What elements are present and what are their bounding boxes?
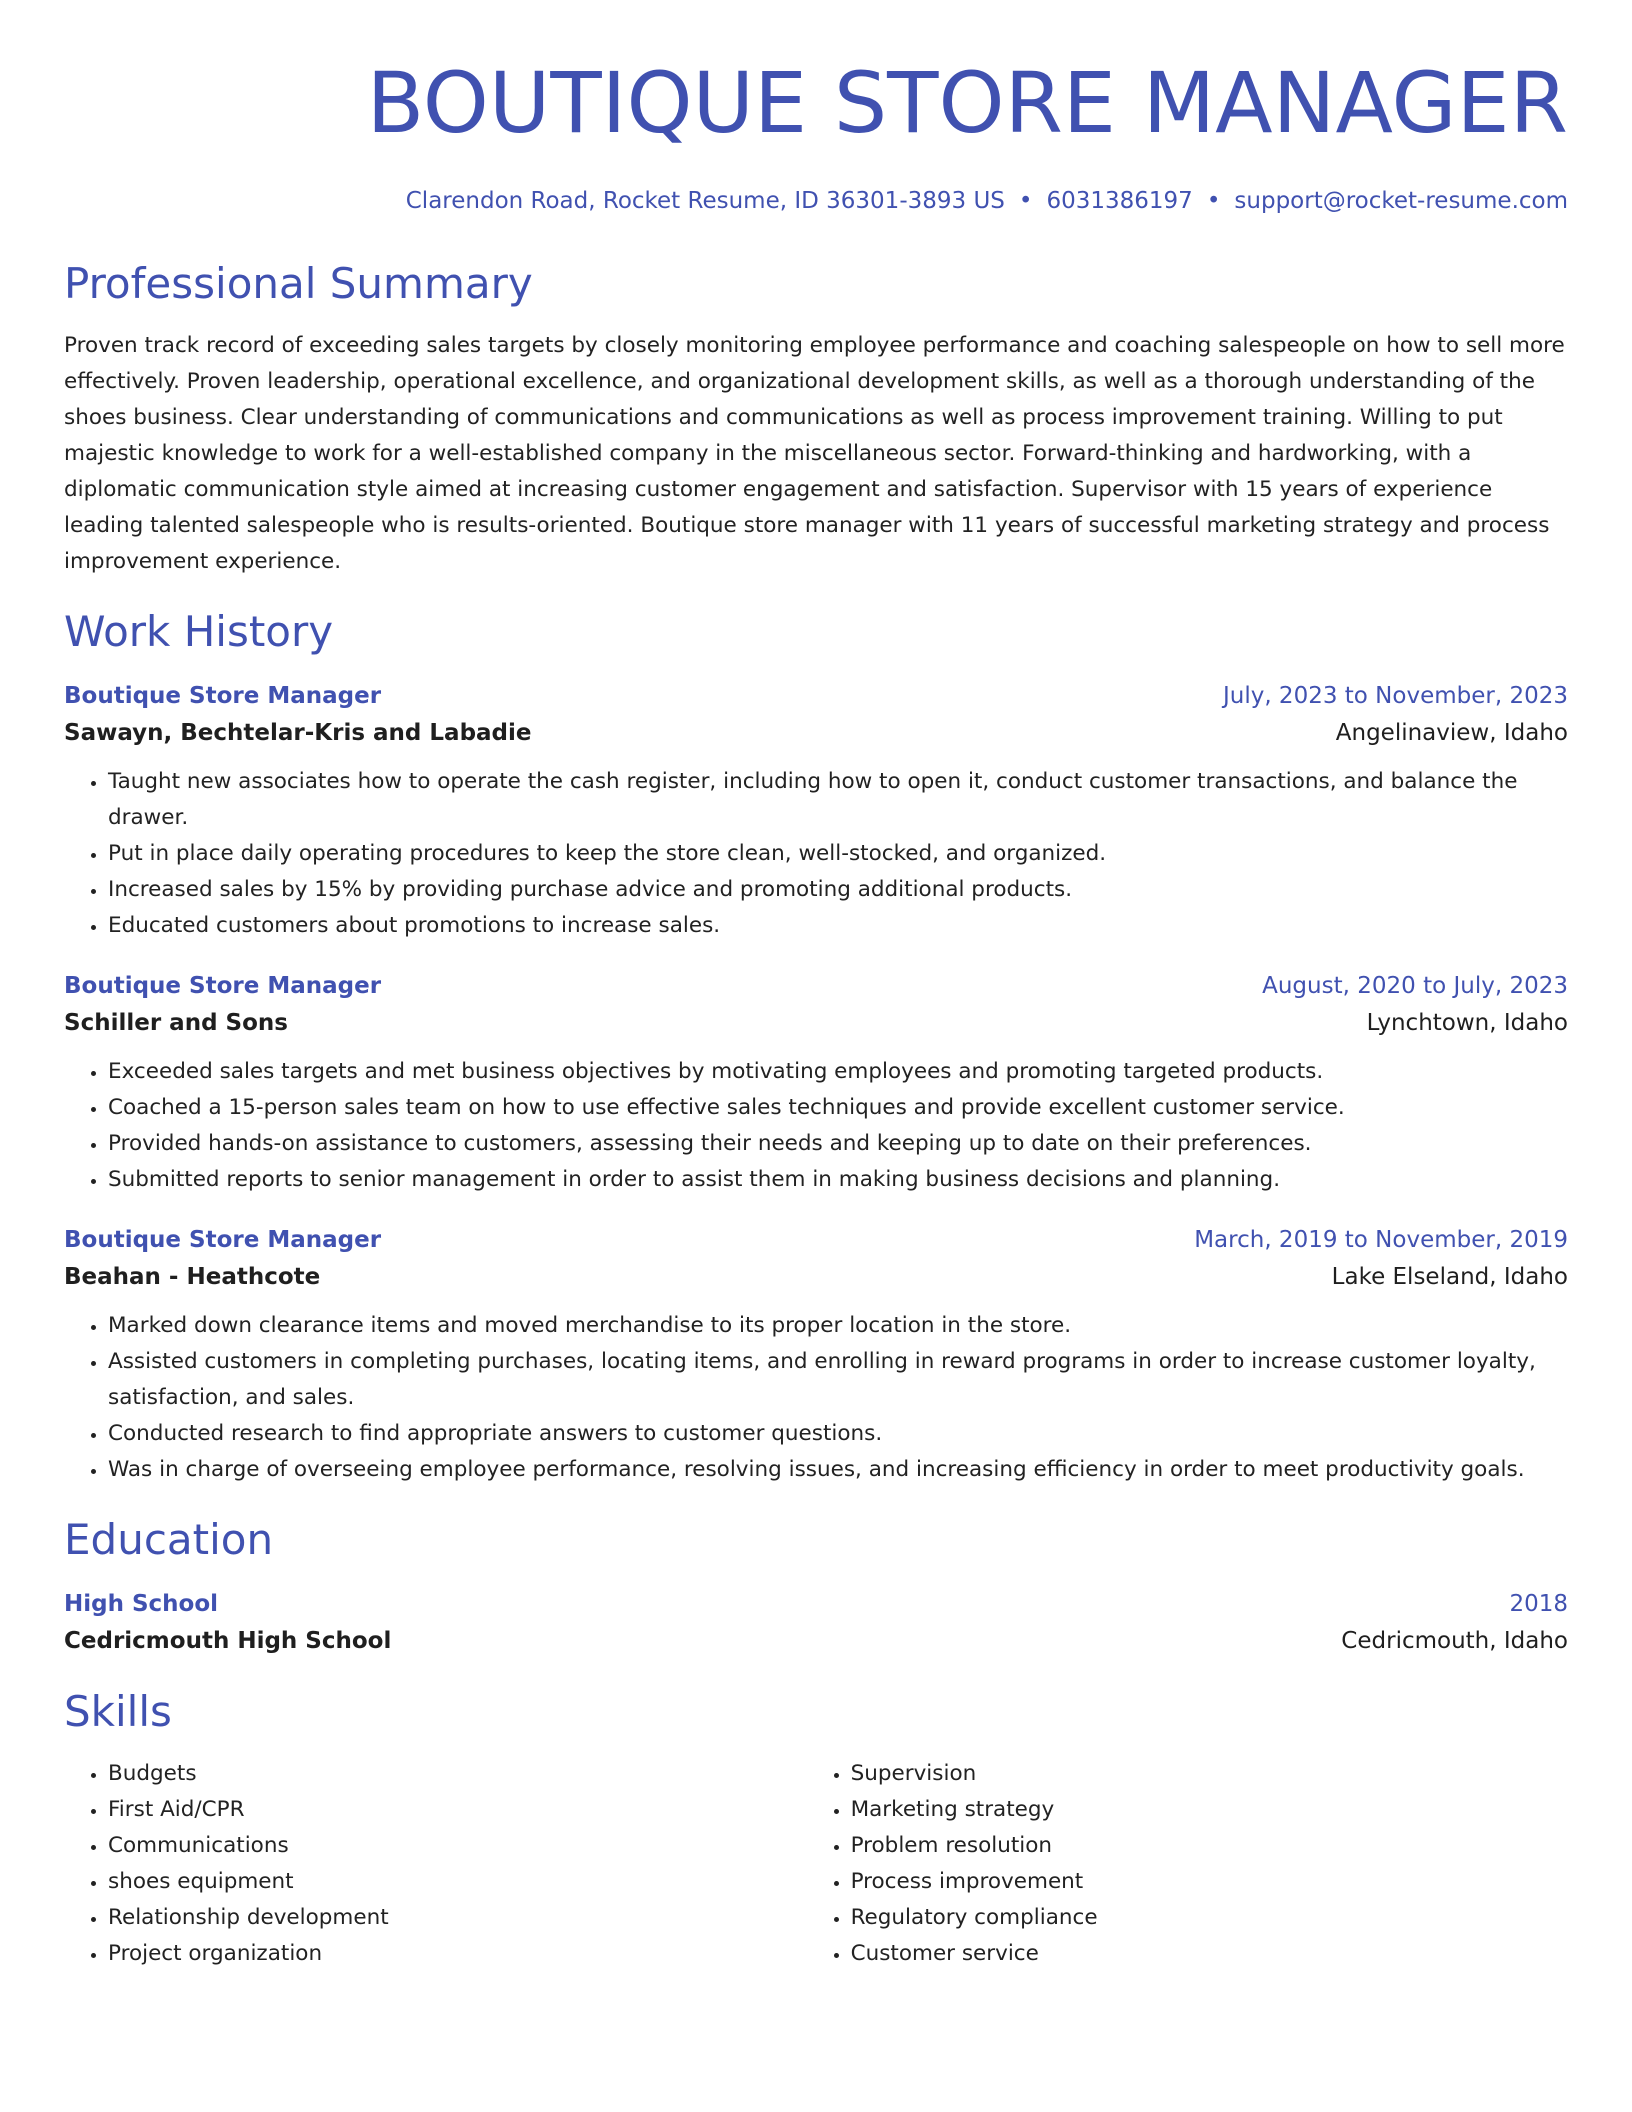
skill-item: • Process improvement [851,1864,1568,1900]
skills-list-right [807,1756,1568,1972]
job-bullet: • Conducted research to find appropriate answers to customer questions. [108,1416,1568,1452]
job-entry [64,1222,1568,1488]
skill-item: • Supervision [851,1756,1568,1792]
job-bullet: • Put in place daily operating procedures to keep the store clean, well-stocked, and organized. [108,836,1568,872]
job-bullets [64,764,1568,944]
skills-columns [64,1756,1568,1972]
skills-list-left [64,1756,807,1972]
job-role: Boutique Store Manager [64,1227,382,1253]
skill-item: • Marketing strategy [851,1792,1568,1828]
job-bullet: • Exceeded sales targets and met business objectives by motivating employees and promoting targeted products. [108,1054,1568,1090]
job-bullet: • Assisted customers in completing purchases, locating items, and enrolling in reward programs in order to increase customer loyalty, satisfaction, and sales. [108,1344,1568,1416]
contact-line [64,188,1568,214]
work-history-heading: Work History [64,607,334,656]
resume-title: BOUTIQUE STORE MANAGER [366,54,1568,152]
skill-item: • shoes equipment [108,1864,807,1900]
education-section [64,1514,1568,1660]
job-bullets [64,1054,1568,1198]
job-role: Boutique Store Manager [64,973,382,999]
skill-item: • Relationship development [108,1900,807,1936]
job-bullet: • Taught new associates how to operate the cash register, including how to open it, conduct customer transactions, and balance the drawer. [108,764,1568,836]
job-bullet: • Educated customers about promotions to increase sales. [108,908,1568,944]
contact-phone: 6031386197 [1046,188,1193,214]
skill-item: • Budgets [108,1756,807,1792]
job-bullet: • Was in charge of overseeing employee performance, resolving issues, and increasing efficiency in order to meet productivity goals. [108,1452,1568,1488]
job-bullet: • Coached a 15-person sales team on how to use effective sales techniques and provide excellent customer service. [108,1090,1568,1126]
education-year: 2018 [1509,1591,1568,1617]
job-bullet: • Submitted reports to senior management in order to assist them in making business decisions and planning. [108,1162,1568,1198]
job-dates: July, 2023 to November, 2023 [1222,683,1568,709]
contact-address: Clarendon Road, Rocket Resume, ID 36301-3893 US [405,188,1005,214]
job-role: Boutique Store Manager [64,683,382,709]
skill-item: • Customer service [851,1936,1568,1972]
job-location: Lake Elseland, Idaho [1331,1264,1568,1290]
skills-heading: Skills [64,1687,172,1736]
job-bullets [64,1308,1568,1488]
job-entry [64,968,1568,1198]
job-entry [64,678,1568,944]
skill-item: • Project organization [108,1936,807,1972]
job-company: Sawayn, Bechtelar-Kris and Labadie [64,720,532,746]
skills-section [64,1686,1568,1972]
resume-page [64,48,1568,1972]
summary-heading: Professional Summary [64,259,533,308]
contact-email: support@rocket-resume.com [1234,188,1568,214]
education-location: Cedricmouth, Idaho [1341,1628,1568,1654]
education-heading: Education [64,1515,274,1564]
summary-section [64,258,1568,580]
job-dates: August, 2020 to July, 2023 [1262,973,1568,999]
job-location: Angelinaview, Idaho [1335,720,1568,746]
job-bullet: • Provided hands-on assistance to customers, assessing their needs and keeping up to date on their preferences. [108,1126,1568,1162]
education-school: Cedricmouth High School [64,1628,392,1654]
job-bullet: • Increased sales by 15% by providing purchase advice and promoting additional products. [108,872,1568,908]
skill-item: • Problem resolution [851,1828,1568,1864]
job-company: Schiller and Sons [64,1010,288,1036]
job-dates: March, 2019 to November, 2019 [1194,1227,1568,1253]
job-company: Beahan - Heathcote [64,1264,321,1290]
education-entry [64,1586,1568,1660]
job-location: Lynchtown, Idaho [1366,1010,1568,1036]
work-history-section [64,606,1568,1488]
skill-item: • Regulatory compliance [851,1900,1568,1936]
job-bullet: • Marked down clearance items and moved merchandise to its proper location in the store. [108,1308,1568,1344]
skill-item: • First Aid/CPR [108,1792,807,1828]
contact-separator: • [1206,188,1221,214]
summary-text: Proven track record of exceeding sales targets by closely monitoring employee performance and coaching salespeople on how to sell more effectively. Proven leadership, operational excellence, and organizational development skills, as well as a thorough understanding of the shoes business. Clear understanding of communications and communications as well as process improvement training. Willing to put majestic knowledge to work for a well-established company in the miscellaneous sector. Forward-thinking and hardworking, with a diplomatic communication style aimed at increasing customer engagement and satisfaction. Supervisor with 15 years of experience leading talented salespeople who is results-oriented. Boutique store manager with 11 years of successful marketing strategy and process improvement experience. [64,333,1565,574]
contact-separator: • [1018,188,1033,214]
education-degree: High School [64,1591,219,1617]
skill-item: • Communications [108,1828,807,1864]
